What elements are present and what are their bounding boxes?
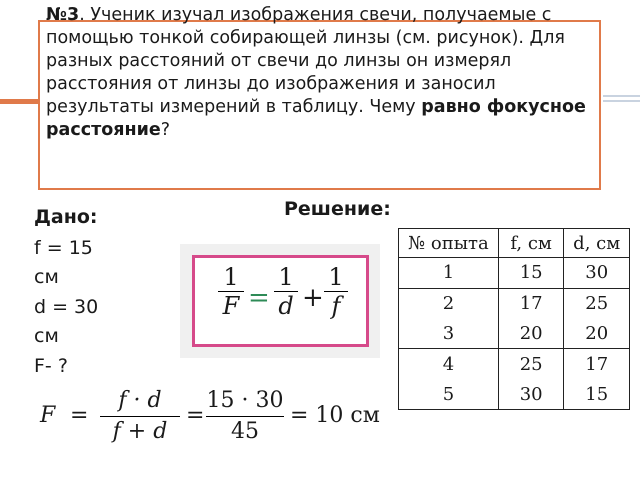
- given-d-unit: см: [34, 325, 59, 347]
- fraction-bar: [100, 416, 180, 417]
- table-cell: 30: [564, 258, 630, 289]
- fraction-1-over-F: [218, 264, 244, 319]
- table-cell: 1: [399, 258, 499, 289]
- given-f-value: f = 15: [34, 237, 93, 259]
- table-cell: 15: [498, 258, 564, 289]
- decorative-line-right-2: [603, 100, 640, 102]
- table-row: [399, 258, 630, 289]
- given-title: Дано:: [34, 206, 98, 228]
- table-cell: 25: [498, 349, 564, 379]
- task-text-end: ?: [160, 120, 171, 140]
- table-row: [399, 379, 630, 409]
- result-equals-2: =: [186, 403, 205, 428]
- table-cell: 30: [498, 379, 564, 409]
- decorative-line-right: [603, 95, 640, 97]
- fraction-bar: [206, 416, 284, 417]
- task-text: [46, 4, 608, 142]
- given-unknown: F- ?: [34, 355, 68, 377]
- table-row: [399, 288, 630, 318]
- table-header-cell: d, см: [564, 229, 630, 258]
- table-row: [399, 349, 630, 379]
- table-cell: 4: [399, 349, 499, 379]
- fraction-numerator: 1: [328, 263, 344, 291]
- table-header-cell: f, см: [498, 229, 564, 258]
- table-header-row: [399, 229, 630, 258]
- result-fraction-numeric: [206, 388, 284, 445]
- table-cell: 5: [399, 379, 499, 409]
- fraction-denominator: F: [222, 292, 240, 320]
- fraction-numerator: f · d: [118, 388, 162, 413]
- task-number: №3: [46, 5, 80, 25]
- solution-title: Решение:: [284, 198, 391, 220]
- plus-sign: +: [302, 283, 324, 313]
- table-header-cell: № опыта: [399, 229, 499, 258]
- result-fraction-symbolic: [100, 388, 180, 445]
- equals-sign: =: [248, 283, 270, 313]
- task-text-bold: равно фокусное расстояние: [46, 97, 586, 140]
- table-cell: 17: [498, 288, 564, 318]
- fraction-denominator: d: [278, 292, 294, 320]
- fraction-1-over-f: [324, 264, 348, 319]
- table-cell: 20: [498, 319, 564, 349]
- given-f-unit: см: [34, 266, 59, 288]
- table-cell: 25: [564, 288, 630, 318]
- fraction-denominator: 45: [231, 419, 259, 444]
- result-value: = 10 см: [290, 403, 380, 428]
- result-lhs: F: [40, 403, 56, 428]
- table-cell: 17: [564, 349, 630, 379]
- table-row: [399, 319, 630, 349]
- given-d-value: d = 30: [34, 296, 99, 318]
- decorative-line-left: [0, 99, 38, 104]
- measurements-table: [398, 228, 630, 410]
- fraction-numerator: 15 · 30: [206, 388, 284, 413]
- task-text-main: . Ученик изучал изображения свечи, получаемые с помощью тонкой собирающей линзы (см. рисунок). Для разных расстояний от свечи до линзы он измерял расстояния от линзы до изображения и заносил результаты измерений в таблицу. Чему: [46, 5, 565, 117]
- fraction-denominator: f + d: [112, 419, 168, 444]
- table-cell: 3: [399, 319, 499, 349]
- fraction-1-over-d: [274, 264, 298, 319]
- fraction-numerator: 1: [278, 263, 294, 291]
- result-equals-1: =: [70, 403, 89, 428]
- table-cell: 20: [564, 319, 630, 349]
- table-cell: 15: [564, 379, 630, 409]
- table-cell: 2: [399, 288, 499, 318]
- fraction-numerator: 1: [223, 263, 239, 291]
- fraction-denominator: f: [331, 292, 341, 320]
